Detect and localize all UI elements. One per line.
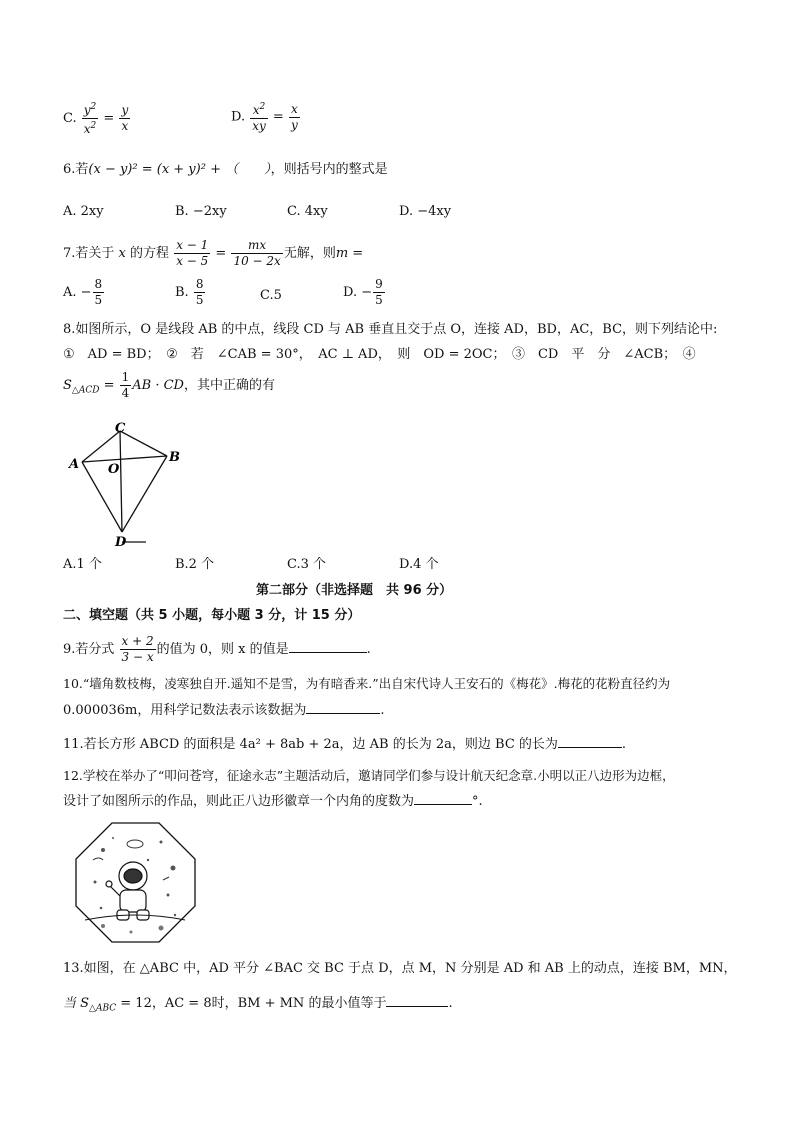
answer-blank [414, 792, 472, 805]
q8-option-c: C.3 个 [287, 557, 327, 572]
q8-kite-figure [62, 418, 192, 548]
q12-line2: 设计了如图所示的作品，则此正八边形徽章一个内角的度数为 °. [63, 794, 483, 809]
fraction: $\frac{x}{y}$ [290, 101, 298, 132]
q8-line2: ① AD = BD； ② 若 ∠CAB = 30°， AC ⊥ AD， 则 OD = 2OC； ③ CD 平 分 ∠ACB； ④ [63, 347, 696, 362]
q11: 11.若长方形 ABCD 的面积是 4a² + 8ab + 2a，边 AB 的长为 2a，则边 BC 的长为 . [63, 737, 627, 752]
fraction: $\frac{8}{5}$ [94, 277, 103, 307]
q6-option-c: C. 4xy [287, 204, 328, 219]
q7-stem: 7.若关于 x 的方程 $\frac{x - 1}{x - 5}$ = $\frac{mx}{10 - 2x}$ 无解，则m = [63, 238, 364, 268]
q13-line2: 当 $S_{\triangle ABC} = 12$，AC = 8时，BM + MN 的最小值等于 . [63, 996, 453, 1014]
fraction: $\frac{x + 2}{3 - x}$ [121, 634, 154, 664]
fraction: $\frac{x - 1}{x - 5}$ [176, 238, 209, 268]
q8-option-a: A.1 个 [63, 557, 102, 572]
answer-blank [558, 735, 622, 748]
q6-option-a: A. 2xy [63, 204, 104, 219]
q13-line1: 13.如图，在 △ABC 中，AD 平分 ∠BAC 交 BC 于点 D，点 M，N 分别是 AD 和 AB 上的动点，连接 BM，MN， [63, 961, 737, 976]
q5-option-c: C. $\frac{y^2}{x^2}$ = $\frac{y}{x}$ [63, 102, 129, 136]
q7-option-a: A. − $\frac{8}{5}$ [63, 277, 103, 307]
q6-option-d: D. −4xy [399, 204, 452, 219]
fraction: $\frac{y^2}{x^2}$ [83, 102, 97, 136]
fraction: $\frac{9}{5}$ [375, 277, 383, 307]
q7-option-d: D. − $\frac{9}{5}$ [343, 277, 383, 307]
label-c: C [115, 421, 126, 436]
part2-title: 第二部分（非选择题 共 96 分） [256, 583, 453, 598]
q7-option-b: B. $\frac{8}{5}$ [175, 277, 204, 307]
q8-option-d: D.4 个 [399, 557, 439, 572]
fraction: $\frac{x^2}{xy}$ [252, 102, 266, 133]
fraction: $\frac{y}{x}$ [121, 103, 129, 133]
fraction: $\frac{1}{4}$ [121, 370, 130, 400]
label-d: D [115, 535, 127, 548]
q5-option-d: D. $\frac{x^2}{xy}$ = $\frac{x}{y}$ [231, 101, 298, 133]
q10-line1: 10.“墙角数枝梅，凌寒独自开.遥知不是雪，为有暗香来.”出自宋代诗人王安石的《梅花》.梅花的花粉直径约为 [63, 676, 671, 691]
fraction: $\frac{mx}{10 - 2x}$ [233, 238, 281, 268]
label-a: A [69, 457, 80, 472]
octagon-badge-figure [73, 820, 198, 945]
label-b: B [169, 450, 180, 465]
answer-blank [386, 994, 448, 1007]
q10-line2: 0.000036m，用科学记数法表示该数据为 . [63, 703, 385, 718]
q8-option-b: B.2 个 [175, 557, 215, 572]
answer-blank [306, 701, 380, 714]
q6-option-b: B. −2xy [175, 204, 227, 219]
q8-line3: $S_{\triangle ACD}$ = $\frac{1}{4}$ AB · CD，其中正确的有 [63, 370, 275, 400]
fraction: $\frac{8}{5}$ [195, 277, 204, 307]
answer-blank [289, 640, 367, 653]
q9: 9.若分式 $\frac{x + 2}{3 - x}$ 的值为 0，则 x 的值是 . [63, 634, 371, 664]
label-o: O [108, 462, 120, 477]
q6-stem: 6.若(x − y)² = (x + y)² + （ ），则括号内的整式是 [63, 162, 388, 177]
fill-in-section-header: 二、填空题（共 5 小题，每小题 3 分，计 15 分） [63, 608, 361, 623]
q7-option-c: C.5 [260, 288, 282, 303]
q8-line1: 8.如图所示，O 是线段 AB 的中点，线段 CD 与 AB 垂直且交于点 O，连接 AD，BD，AC，BC，则下列结论中: [63, 322, 718, 337]
q12-line1: 12.学校在举办了“叩问苍穹，征途永志”主题活动后，邀请同学们参与设计航天纪念章.小明以正八边形为边框， [63, 768, 675, 783]
